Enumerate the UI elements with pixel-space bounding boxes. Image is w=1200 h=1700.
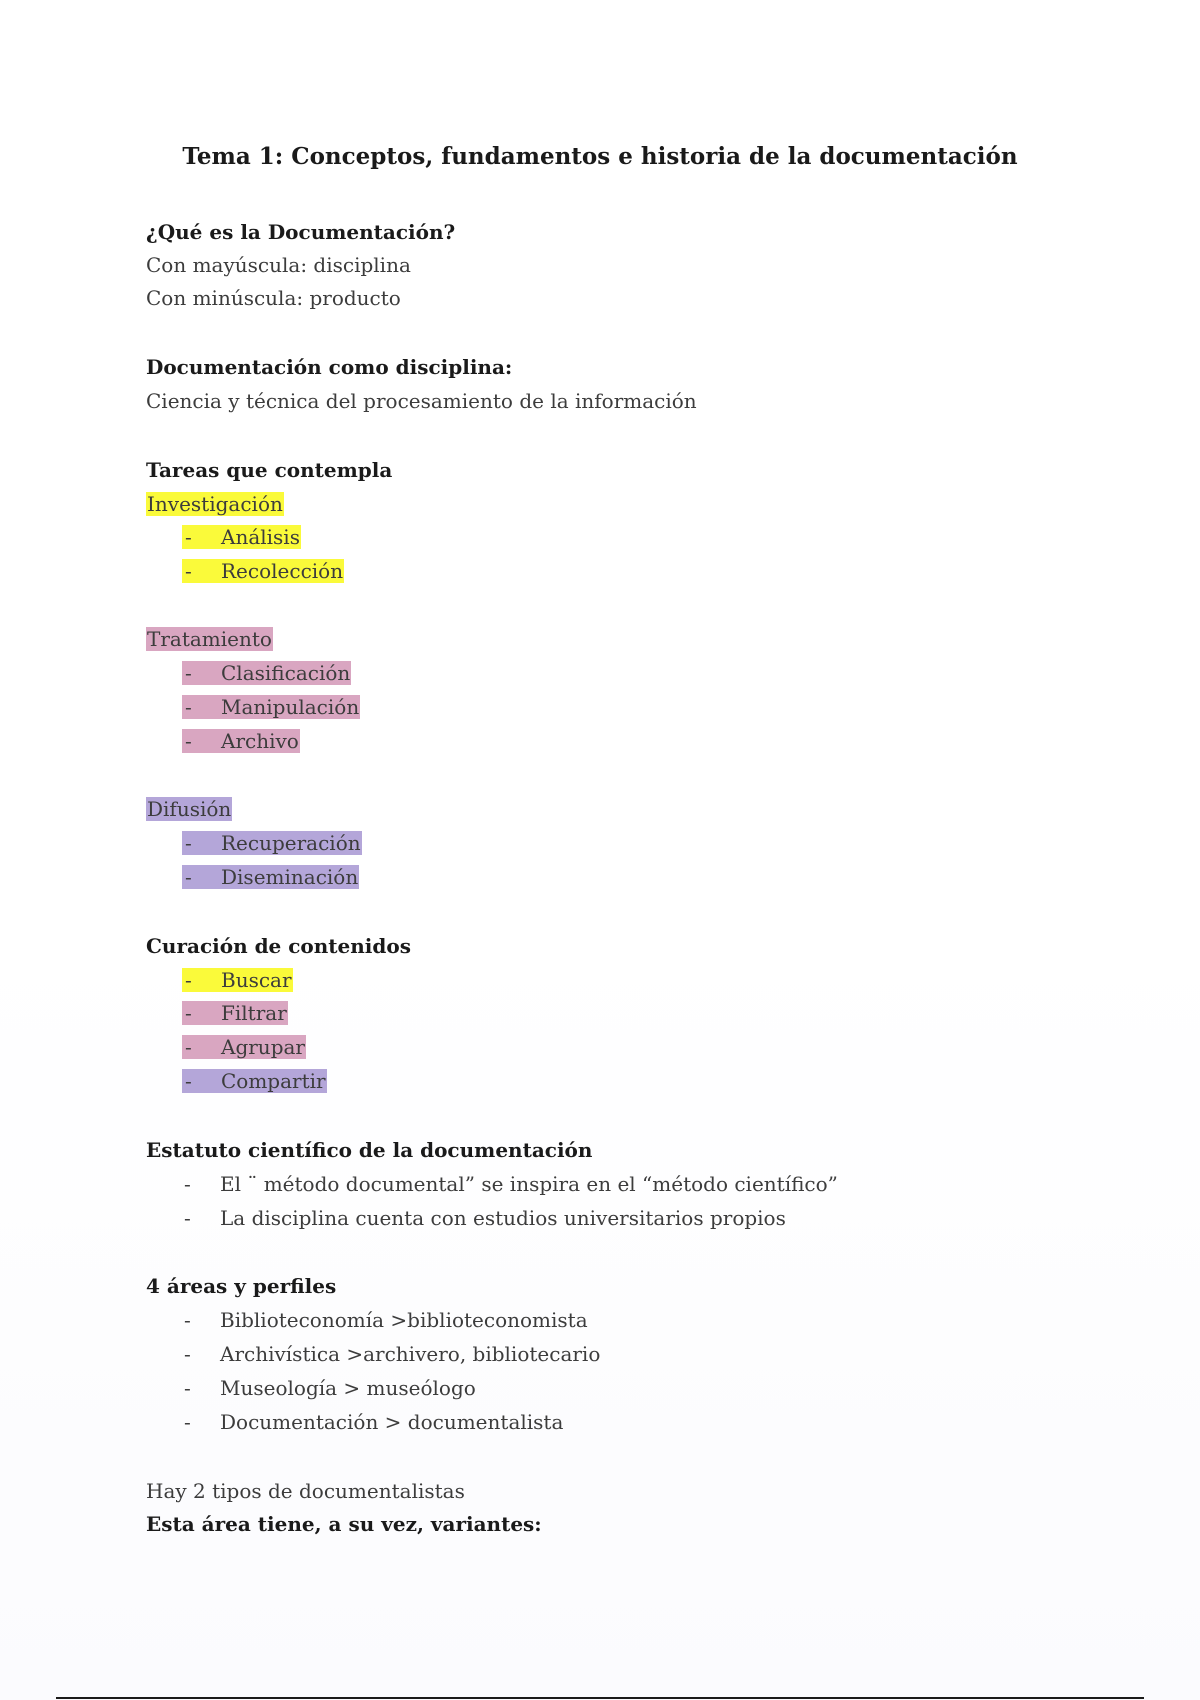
group-difusion bbox=[146, 795, 232, 823]
heading-estatuto: Estatuto científico de la documentación bbox=[146, 1138, 593, 1162]
text-mayuscula: Con mayúscula: disciplina bbox=[146, 253, 411, 277]
item-clasificacion: Clasificación bbox=[221, 661, 351, 685]
list-item bbox=[182, 999, 288, 1027]
list-dash: - bbox=[184, 1342, 191, 1366]
list-item bbox=[182, 523, 301, 551]
list-dash: - bbox=[185, 729, 192, 753]
item-biblioteconomia: Biblioteconomía >biblioteconomista bbox=[220, 1308, 588, 1332]
list-item bbox=[182, 693, 360, 721]
label-tratamiento: Tratamiento bbox=[147, 627, 272, 651]
item-recuperacion: Recuperación bbox=[221, 831, 361, 855]
list-item bbox=[182, 966, 293, 994]
list-item bbox=[182, 1340, 600, 1368]
list-item bbox=[182, 1033, 306, 1061]
list-dash: - bbox=[185, 831, 192, 855]
item-archivistica: Archivística >archivero, bibliotecario bbox=[220, 1342, 601, 1366]
list-dash: - bbox=[184, 1308, 191, 1332]
heading-disciplina: Documentación como disciplina: bbox=[146, 355, 513, 379]
list-dash: - bbox=[185, 559, 192, 583]
list-dash: - bbox=[184, 1376, 191, 1400]
bottom-rule bbox=[56, 1697, 1144, 1699]
group-tratamiento bbox=[146, 625, 273, 653]
list-item bbox=[182, 659, 351, 687]
item-diseminacion: Diseminación bbox=[221, 865, 359, 889]
list-dash: - bbox=[185, 525, 192, 549]
list-dash: - bbox=[184, 1172, 191, 1196]
heading-areas: 4 áreas y perfiles bbox=[146, 1274, 337, 1298]
item-museologia: Museología > museólogo bbox=[220, 1376, 476, 1400]
list-dash: - bbox=[184, 1206, 191, 1230]
list-item bbox=[182, 1306, 588, 1334]
list-dash: - bbox=[185, 661, 192, 685]
list-item bbox=[182, 1408, 563, 1436]
item-agrupar: Agrupar bbox=[221, 1035, 305, 1059]
list-dash: - bbox=[185, 1069, 192, 1093]
item-metodo: El ¨ método documental” se inspira en el “método científico” bbox=[220, 1172, 838, 1196]
list-item bbox=[182, 1374, 476, 1402]
item-buscar: Buscar bbox=[221, 968, 292, 992]
list-item bbox=[182, 557, 344, 585]
item-documentacion: Documentación > documentalista bbox=[220, 1410, 564, 1434]
list-item bbox=[182, 1170, 838, 1198]
list-dash: - bbox=[185, 865, 192, 889]
text-tipos-documentalistas: Hay 2 tipos de documentalistas bbox=[146, 1479, 465, 1503]
list-item bbox=[182, 727, 300, 755]
group-investigacion bbox=[146, 490, 284, 518]
text-minuscula: Con minúscula: producto bbox=[146, 286, 401, 310]
text-variantes: Esta área tiene, a su vez, variantes: bbox=[146, 1512, 542, 1536]
item-estudios: La disciplina cuenta con estudios universitarios propios bbox=[220, 1206, 786, 1230]
heading-que-es: ¿Qué es la Documentación? bbox=[146, 220, 456, 244]
list-item bbox=[182, 1067, 327, 1095]
page-title: Tema 1: Conceptos, fundamentos e historia de la documentación bbox=[182, 143, 1018, 170]
list-dash: - bbox=[185, 968, 192, 992]
item-analisis: Análisis bbox=[221, 525, 300, 549]
list-item bbox=[182, 829, 362, 857]
item-manipulacion: Manipulación bbox=[221, 695, 360, 719]
item-compartir: Compartir bbox=[221, 1069, 326, 1093]
item-recoleccion: Recolección bbox=[221, 559, 344, 583]
heading-tareas: Tareas que contempla bbox=[146, 458, 393, 482]
list-dash: - bbox=[185, 1001, 192, 1025]
item-archivo: Archivo bbox=[221, 729, 299, 753]
list-item bbox=[182, 863, 359, 891]
label-difusion: Difusión bbox=[147, 797, 232, 821]
text-disciplina: Ciencia y técnica del procesamiento de la información bbox=[146, 389, 697, 413]
item-filtrar: Filtrar bbox=[221, 1001, 287, 1025]
list-dash: - bbox=[185, 1035, 192, 1059]
heading-curacion: Curación de contenidos bbox=[146, 934, 411, 958]
list-dash: - bbox=[184, 1410, 191, 1434]
list-dash: - bbox=[185, 695, 192, 719]
list-item bbox=[182, 1204, 786, 1232]
label-investigacion: Investigación bbox=[147, 492, 283, 516]
